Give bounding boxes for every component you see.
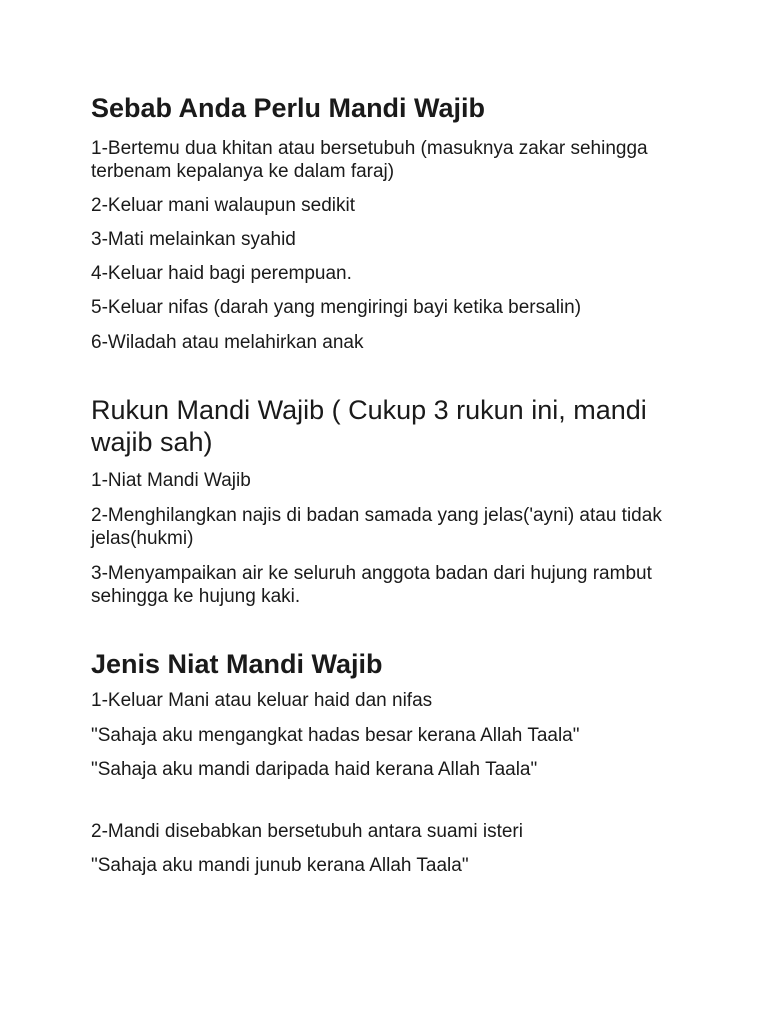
list-item: 3-Mati melainkan syahid (91, 229, 296, 250)
list-item: 5-Keluar nifas (darah yang mengiringi bayi ketika bersalin) (91, 297, 582, 318)
section-heading-jenis-niat: Jenis Niat Mandi Wajib (91, 649, 383, 679)
list-item: 2-Keluar mani walaupun sedikit (91, 195, 356, 216)
niat-quote: "Sahaja aku mandi junub kerana Allah Taala" (91, 855, 469, 876)
section-heading-rukun: Rukun Mandi Wajib ( Cukup 3 rukun ini, mandi wajib sah) (91, 395, 647, 457)
section-heading-sebab: Sebab Anda Perlu Mandi Wajib (91, 93, 486, 123)
list-item: 6-Wiladah atau melahirkan anak (91, 332, 364, 353)
niat-quote: "Sahaja aku mandi daripada haid kerana Allah Taala" (91, 759, 538, 780)
niat-quote: "Sahaja aku mengangkat hadas besar kerana Allah Taala" (91, 725, 580, 746)
list-item: 1-Bertemu dua khitan atau bersetubuh (masuknya zakar sehingga terbenam kepalanya ke dalam faraj) (91, 138, 648, 182)
list-item: 3-Menyampaikan air ke seluruh anggota badan dari hujung rambut sehingga ke hujung kaki. (91, 563, 652, 607)
list-item: 1-Keluar Mani atau keluar haid dan nifas (91, 690, 433, 711)
list-item: 2-Mandi disebabkan bersetubuh antara suami isteri (91, 821, 523, 842)
list-item: 4-Keluar haid bagi perempuan. (91, 263, 352, 284)
list-item: 1-Niat Mandi Wajib (91, 470, 251, 491)
list-item: 2-Menghilangkan najis di badan samada yang jelas('ayni) atau tidak jelas(hukmi) (91, 505, 662, 549)
